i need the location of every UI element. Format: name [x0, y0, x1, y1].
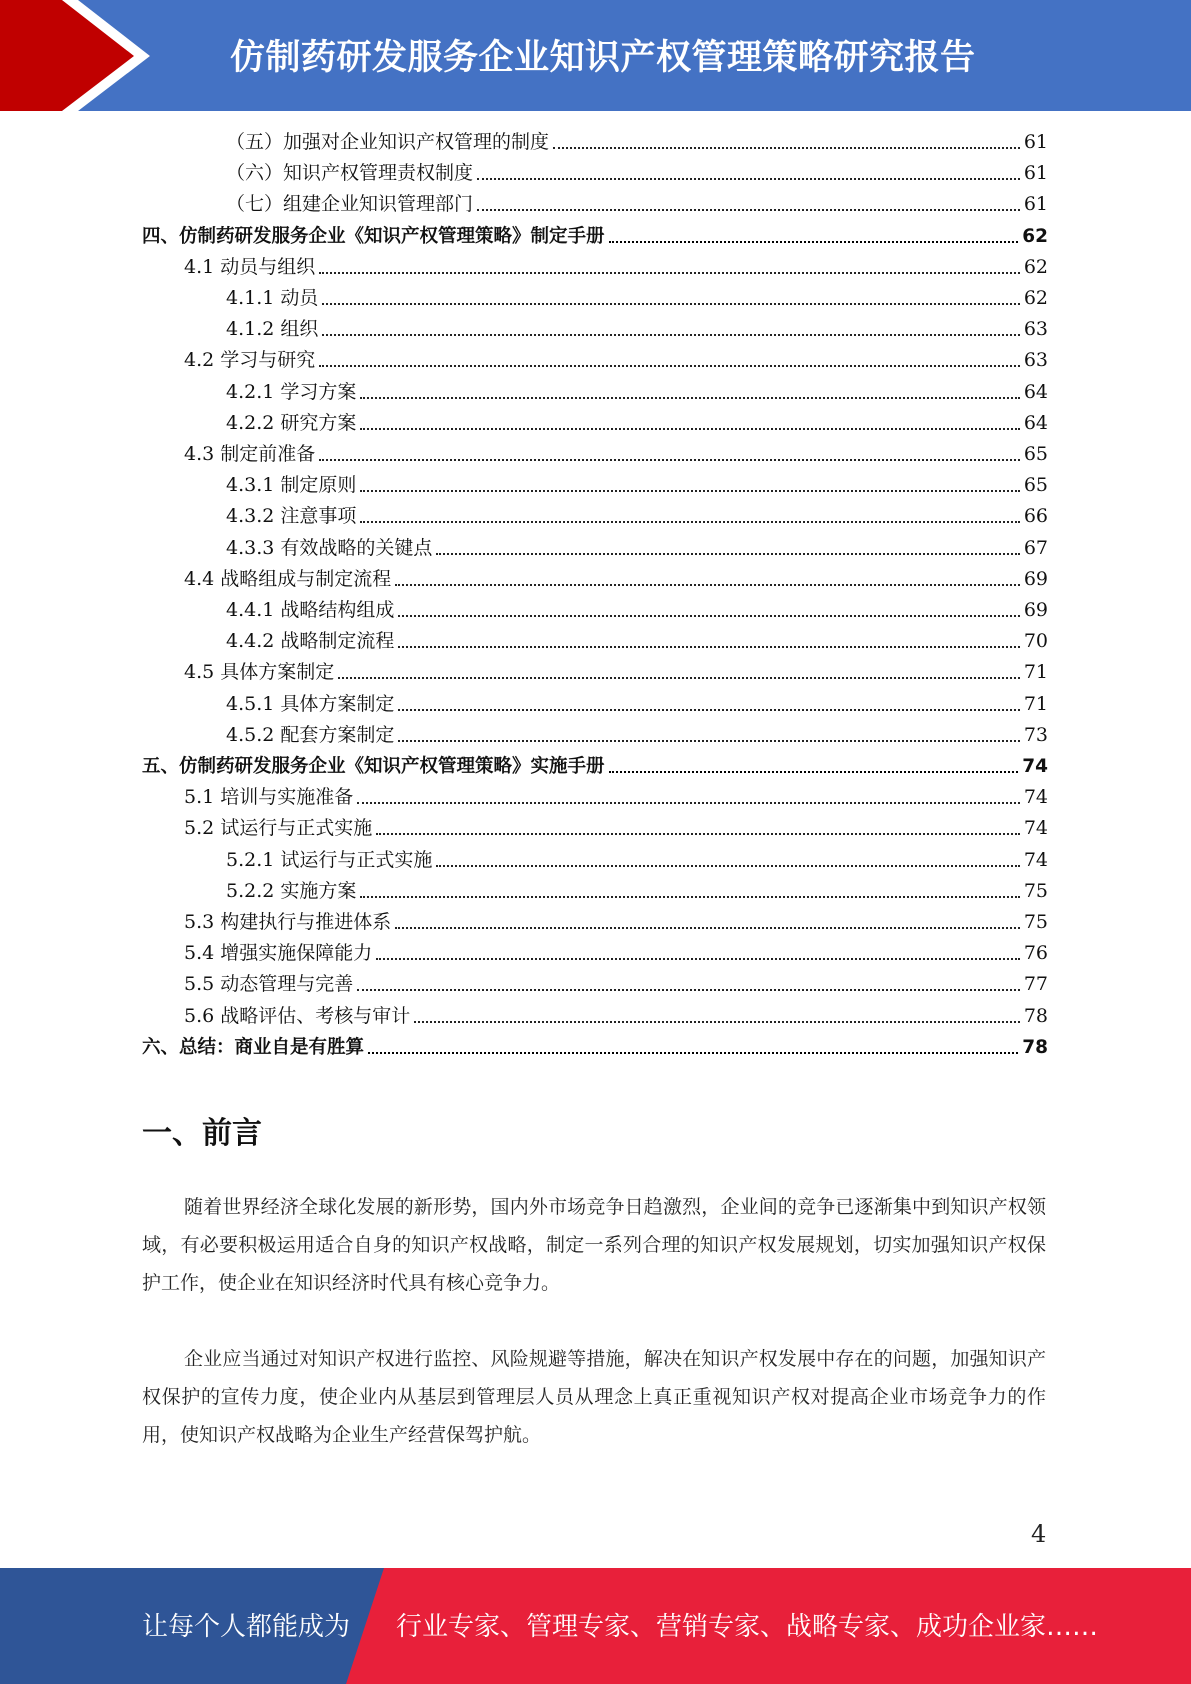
toc-leader-dots — [395, 564, 1020, 586]
toc-leader-dots — [436, 845, 1019, 867]
toc-entry[interactable] — [184, 563, 1048, 594]
toc-entry[interactable] — [184, 968, 1048, 999]
toc-entry-page: 69 — [1023, 599, 1048, 621]
toc-entry[interactable] — [184, 906, 1048, 937]
toc-entry-title: 5.6 战略评估、考核与审计 — [184, 1004, 411, 1027]
footer-band — [0, 1568, 1191, 1684]
toc-entry-page: 69 — [1023, 567, 1048, 590]
toc-entry[interactable] — [184, 656, 1048, 687]
toc-leader-dots — [398, 626, 1019, 648]
toc-entry-title: 5.1 培训与实施准备 — [184, 786, 354, 809]
toc-leader-dots — [376, 938, 1020, 960]
toc-entry[interactable] — [142, 1031, 1048, 1062]
toc-entry-title: 4.2 学习与研究 — [184, 349, 316, 372]
toc-entry-title: 4.5.2 配套方案制定 — [226, 723, 395, 746]
toc-entry-title: 5.3 构建执行与推进体系 — [184, 911, 392, 933]
toc-entry[interactable] — [226, 688, 1048, 719]
paragraph-1: 随着世界经济全球化发展的新形势，国内外市场竞争日趋激烈，企业间的竞争已逐渐集中到知识产权领域，有必要积极运用适合自身的知识产权战略，制定一系列合理的知识产权发展规划，切实加强知识产权保护工作，使企业在知识经济时代具有核心竞争力。 — [142, 1196, 1046, 1294]
document-title: 仿制药研发服务企业知识产权管理策略研究报告 — [230, 38, 976, 78]
toc-entry[interactable] — [226, 532, 1048, 563]
toc-entry[interactable] — [226, 594, 1048, 625]
toc-entry-title: 五、仿制药研发服务企业《知识产权管理策略》实施手册 — [142, 756, 605, 777]
toc-leader-dots — [398, 689, 1019, 711]
toc-leader-dots — [322, 314, 1019, 336]
toc-leader-dots — [368, 1032, 1018, 1054]
toc-entry-page: 61 — [1023, 131, 1048, 153]
toc-entry-title: 4.3.2 注意事项 — [226, 505, 357, 528]
toc-entry-page: 63 — [1023, 349, 1048, 372]
toc-entry[interactable] — [226, 376, 1048, 407]
toc-entry-page: 65 — [1023, 443, 1048, 465]
toc-leader-dots — [357, 782, 1020, 804]
toc-entry-title: （五）加强对企业知识产权管理的制度 — [226, 131, 550, 153]
toc-leader-dots — [609, 751, 1019, 773]
toc-leader-dots — [398, 720, 1019, 742]
toc-entry-title: 4.3.3 有效战略的关键点 — [226, 536, 433, 559]
toc-entry-title: 四、仿制药研发服务企业《知识产权管理策略》制定手册 — [142, 225, 605, 247]
toc-entry-page: 74 — [1023, 786, 1048, 809]
paragraph-2: 企业应当通过对知识产权进行监控、风险规避等措施，解决在知识产权发展中存在的问题，加强知识产权保护的宣传力度，使企业内从基层到管理层人员从理念上真正重视知识产权对提高企业市场竞争力的作用，使知识产权战略为企业生产经营保驾护航。 — [142, 1348, 1046, 1446]
toc-entry[interactable] — [226, 188, 1048, 219]
toc-leader-dots — [322, 283, 1019, 305]
toc-entry-page: 67 — [1023, 536, 1048, 559]
toc-entry[interactable] — [226, 500, 1048, 531]
toc-entry-title: 4.4.2 战略制定流程 — [226, 630, 395, 653]
toc-entry[interactable] — [142, 750, 1048, 781]
toc-leader-dots — [376, 813, 1020, 835]
toc-entry[interactable] — [184, 438, 1048, 469]
toc-entry-page: 61 — [1023, 193, 1048, 216]
toc-entry-title: （七）组建企业知识管理部门 — [226, 193, 474, 216]
footer-slogan-left: 让每个人都能成为 — [142, 1612, 351, 1642]
toc-leader-dots — [477, 189, 1020, 211]
toc-leader-dots — [338, 657, 1020, 679]
toc-entry[interactable] — [184, 812, 1048, 843]
toc-entry-page: 62 — [1023, 255, 1048, 278]
toc-entry-title: 4.2.2 研究方案 — [226, 411, 357, 434]
toc-entry-page: 66 — [1023, 505, 1048, 528]
toc-entry[interactable] — [184, 1000, 1048, 1031]
toc-leader-dots — [436, 533, 1019, 555]
toc-entry-title: 4.1.2 组织 — [226, 318, 319, 341]
toc-leader-dots — [357, 969, 1020, 991]
toc-entry[interactable] — [226, 282, 1048, 313]
toc-entry-page: 71 — [1023, 661, 1048, 684]
toc-entry-page: 78 — [1023, 1004, 1048, 1027]
toc-entry[interactable] — [226, 313, 1048, 344]
toc-entry-page: 65 — [1023, 474, 1048, 497]
toc-entry-page: 74 — [1022, 756, 1048, 777]
toc-entry[interactable] — [142, 220, 1048, 251]
section-heading: 一、前言 — [142, 1116, 262, 1151]
toc-entry[interactable] — [226, 719, 1048, 750]
toc-entry-page: 63 — [1023, 318, 1048, 341]
toc-entry[interactable] — [226, 469, 1048, 500]
toc-leader-dots — [609, 221, 1019, 243]
toc-leader-dots — [360, 470, 1019, 492]
toc-entry-title: 4.3.1 制定原则 — [226, 474, 357, 497]
toc-entry-title: 5.5 动态管理与完善 — [184, 973, 354, 996]
toc-leader-dots — [360, 501, 1019, 523]
toc-leader-dots — [319, 439, 1020, 461]
toc-entry-title: 4.4.1 战略结构组成 — [226, 599, 395, 621]
toc-entry[interactable] — [226, 407, 1048, 438]
toc-entry[interactable] — [226, 126, 1048, 157]
toc-entry-title: 4.1 动员与组织 — [184, 255, 316, 278]
toc-entry-title: 4.5 具体方案制定 — [184, 661, 335, 684]
toc-entry-title: 4.5.1 具体方案制定 — [226, 692, 395, 715]
page-number: 4 — [1031, 1520, 1047, 1548]
toc-entry-title: 5.2.1 试运行与正式实施 — [226, 848, 433, 871]
toc-entry-title: 4.4 战略组成与制定流程 — [184, 567, 392, 590]
toc-leader-dots — [395, 907, 1020, 929]
toc-entry-page: 77 — [1023, 973, 1048, 996]
toc-entry-page: 75 — [1023, 911, 1048, 933]
toc-entry-page: 74 — [1023, 817, 1048, 840]
toc-entry-page: 64 — [1023, 411, 1048, 434]
toc-entry[interactable] — [226, 625, 1048, 656]
toc-leader-dots — [553, 127, 1020, 149]
toc-entry-page: 71 — [1023, 692, 1048, 715]
toc-entry-title: 5.2 试运行与正式实施 — [184, 817, 373, 840]
toc-entry-page: 61 — [1023, 162, 1048, 185]
toc-entry-page: 62 — [1023, 287, 1048, 309]
toc-leader-dots — [414, 1001, 1020, 1023]
toc-leader-dots — [398, 595, 1019, 617]
toc-entry-title: 六、总结：商业自是有胜算 — [142, 1036, 365, 1058]
toc-entry[interactable] — [184, 344, 1048, 375]
toc-entry-title: 4.3 制定前准备 — [184, 443, 316, 465]
toc-entry-title: 5.4 增强实施保障能力 — [184, 942, 373, 965]
footer-slogan-right: 行业专家、管理专家、营销专家、战略专家、成功企业家…… — [396, 1612, 1099, 1642]
toc-entry-page: 62 — [1022, 225, 1048, 247]
toc-leader-dots — [319, 252, 1020, 274]
header-band — [0, 0, 1191, 111]
toc-leader-dots — [319, 345, 1020, 367]
toc-leader-dots — [360, 408, 1019, 430]
toc-entry[interactable] — [184, 781, 1048, 812]
toc-leader-dots — [360, 876, 1019, 898]
toc-entry-title: （六）知识产权管理责权制度 — [226, 162, 474, 185]
toc-entry-page: 75 — [1023, 879, 1048, 902]
toc-entry-page: 74 — [1023, 848, 1048, 871]
toc-entry-page: 76 — [1023, 942, 1048, 965]
toc-entry[interactable] — [226, 157, 1048, 188]
toc-entry[interactable] — [184, 937, 1048, 968]
toc-entry-title: 4.2.1 学习方案 — [226, 380, 357, 403]
toc-entry-page: 78 — [1022, 1036, 1048, 1058]
toc-leader-dots — [360, 377, 1019, 399]
toc-leader-dots — [477, 158, 1020, 180]
toc-entry-page: 64 — [1023, 380, 1048, 403]
toc-entry[interactable] — [226, 875, 1048, 906]
toc-entry[interactable] — [226, 844, 1048, 875]
toc-entry-page: 73 — [1023, 723, 1048, 746]
toc-entry[interactable] — [184, 251, 1048, 282]
toc-entry-title: 4.1.1 动员 — [226, 287, 319, 309]
toc-entry-title: 5.2.2 实施方案 — [226, 879, 357, 902]
toc-entry-page: 70 — [1023, 630, 1048, 653]
